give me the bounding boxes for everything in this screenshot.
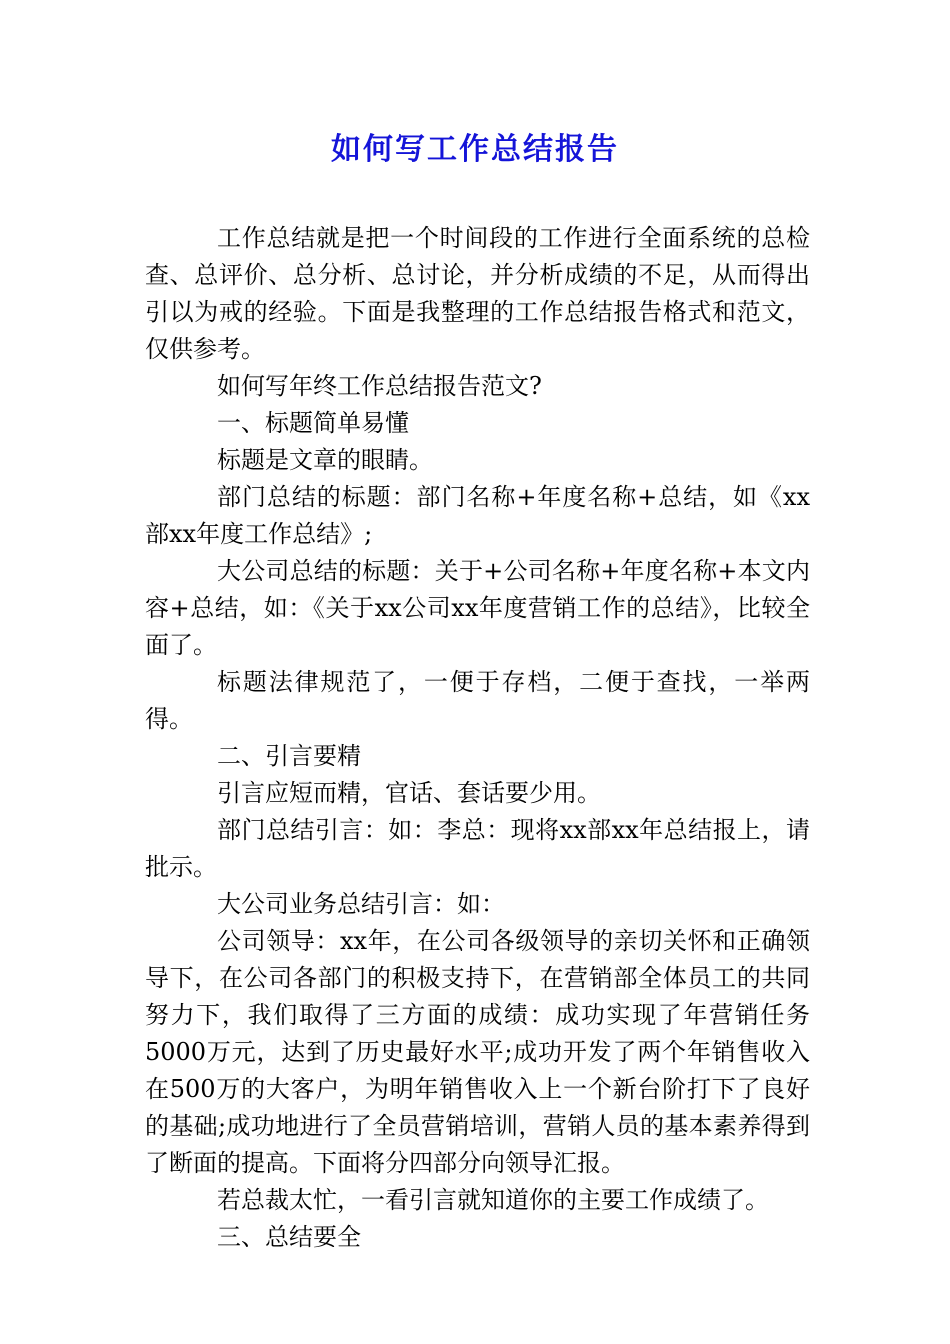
document-body bbox=[145, 220, 810, 1256]
paragraph: 若总裁太忙，一看引言就知道你的主要工作成绩了。 bbox=[217, 1186, 769, 1214]
section-heading-3: 三、总结要全 bbox=[217, 1223, 361, 1251]
paragraph: 部门总结引言：如：李总：现将xx部xx年总结报上，请批示。 bbox=[145, 816, 810, 881]
section-heading-2: 二、引言要精 bbox=[217, 742, 361, 770]
paragraph: 引言应短而精，官话、套话要少用。 bbox=[217, 779, 601, 807]
section-heading-1: 一、标题简单易懂 bbox=[217, 409, 409, 437]
document-title: 如何写工作总结报告 bbox=[331, 132, 619, 167]
paragraph-question: 如何写年终工作总结报告范文? bbox=[217, 372, 542, 400]
paragraph: 大公司业务总结引言：如： bbox=[217, 890, 505, 918]
paragraph: 公司领导：xx年，在公司各级领导的亲切关怀和正确领导下，在公司各部门的积极支持下，在营销部全体员工的共同努力下，我们取得了三方面的成绩：成功实现了年营销任务5000万元，达到了历史最好水平;成功开发了两个年销售收入在500万的大客户，为明年销售收入上一个新台阶打下了良好的基础;成功地进行了全员营销培训，营销人员的基本素养得到了断面的提高。下面将分四部分向领导汇报。 bbox=[145, 927, 810, 1177]
paragraph-intro: 工作总结就是把一个时间段的工作进行全面系统的总检查、总评价、总分析、总讨论，并分析成绩的不足，从而得出引以为戒的经验。下面是我整理的工作总结报告格式和范文，仅供参考。 bbox=[145, 224, 810, 363]
paragraph: 标题是文章的眼睛。 bbox=[217, 446, 433, 474]
paragraph: 部门总结的标题：部门名称+年度名称+总结，如《xx部xx年度工作总结》; bbox=[145, 483, 810, 548]
paragraph: 大公司总结的标题：关于+公司名称+年度名称+本文内容+总结，如：《关于xx公司xx年度营销工作的总结》，比较全面了。 bbox=[145, 557, 810, 659]
paragraph: 标题法律规范了，一便于存档，二便于查找，一举两得。 bbox=[145, 668, 810, 733]
